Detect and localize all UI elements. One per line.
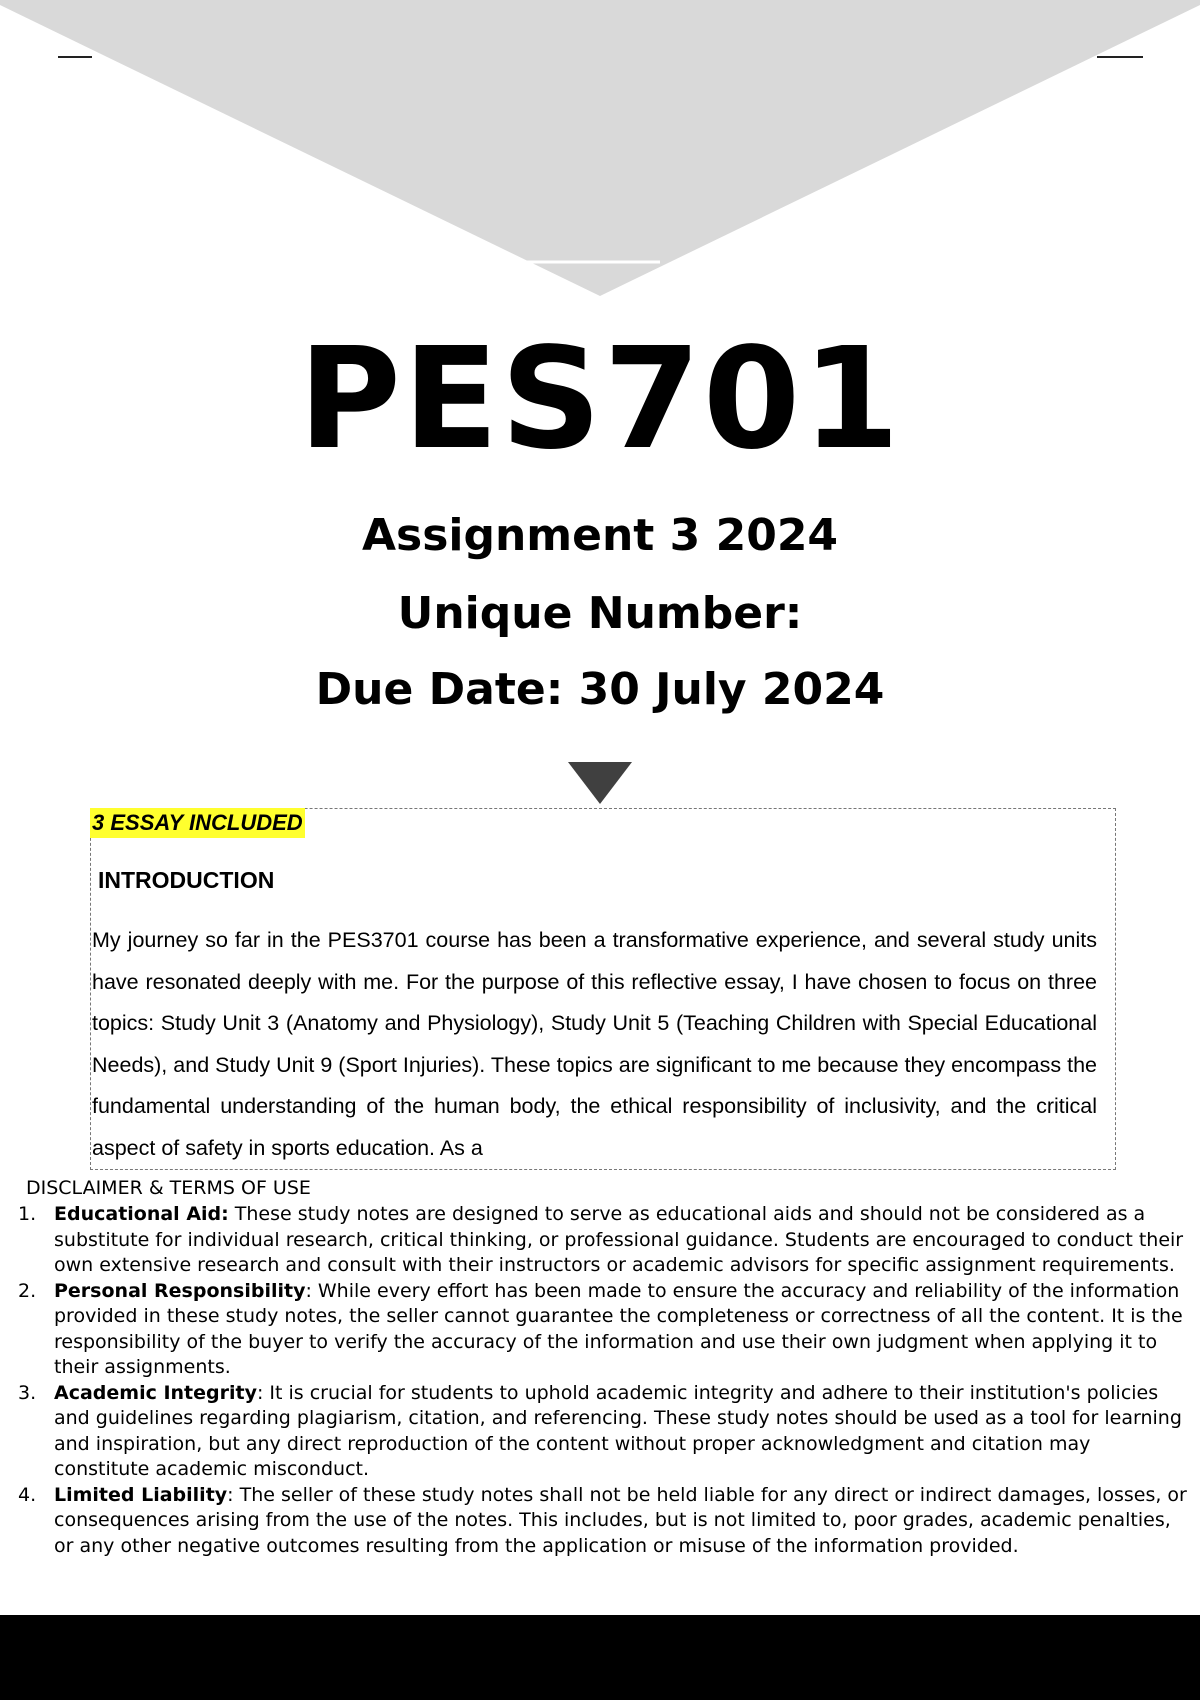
- due-date: Due Date: 30 July 2024: [315, 664, 885, 715]
- term-number: 4.: [18, 1483, 37, 1506]
- corner-rule-left: [58, 56, 92, 58]
- disclaimer-terms-list: [0, 1202, 1190, 1559]
- term-text: : While every effort has been made to ensure the accuracy and reliability of the information provided in these study notes, the seller cannot guarantee the completeness or correctness of all the content. It is the responsibility of the buyer to verify the accuracy of the information and use their own judgment when applying it to their assignments.: [54, 1279, 1183, 1378]
- assignment-title: Assignment 3 2024: [361, 510, 839, 561]
- term-text: : It is crucial for students to uphold academic integrity and adhere to their institution's policies and guidelines regarding plagiarism, citation, and referencing. These study notes should be used as a tool for learning and inspiration, but any direct reproduction of the content without proper acknowledgment and citation may constitute academic misconduct.: [54, 1381, 1182, 1480]
- unique-number-label: Unique Number:: [397, 588, 803, 639]
- disclaimer-title: DISCLAIMER & TERMS OF USE: [26, 1177, 311, 1199]
- list-item: [0, 1381, 1190, 1483]
- term-number: 3.: [18, 1381, 37, 1404]
- term-number: 2.: [18, 1279, 37, 1302]
- term-label: Personal Responsibility: [54, 1279, 306, 1302]
- term-label: Educational Aid:: [54, 1203, 229, 1225]
- term-text: : The seller of these study notes shall not be held liable for any direct or indirect damages, losses, or consequences arising from the use of the notes. This includes, but is not limited to, poor grades, academic penalties, or any other negative outcomes resulting from the application or misuse of the information provided.: [54, 1483, 1187, 1557]
- list-item: [0, 1202, 1190, 1279]
- term-label: Academic Integrity: [54, 1381, 257, 1404]
- term-number: 1.: [18, 1203, 37, 1225]
- essay-included-badge: 3 ESSAY INCLUDED: [90, 808, 305, 838]
- course-code-title: PES701: [298, 318, 902, 481]
- list-item: [0, 1483, 1190, 1560]
- down-triangle-icon: [568, 762, 632, 804]
- introduction-body: My journey so far in the PES3701 course has been a transformative experience, and several study units have resonated deeply with me. For the purpose of this reflective essay, I have chosen to focus on three topics: Study Unit 3 (Anatomy and Physiology), Study Unit 5 (Teaching Children with Special Educational Needs), and Study Unit 9 (Sport Injuries). These topics are significant to me because they encompass the fundamental understanding of the human body, the ethical responsibility of inclusivity, and the critical aspect of safety in sports education. As a: [92, 928, 1097, 1160]
- list-item: [0, 1279, 1190, 1381]
- term-text: These study notes are designed to serve as educational aids and should not be considered as a substitute for individual research, critical thinking, or professional guidance. Students are encouraged to conduct their own extensive research and consult with their instructors or academic advisors for specific assignment requirements.: [54, 1203, 1184, 1276]
- term-label: Limited Liability: [54, 1483, 228, 1506]
- bottom-black-bar: [0, 1615, 1200, 1700]
- introduction-heading: INTRODUCTION: [98, 867, 275, 893]
- corner-rule-right: [1097, 56, 1143, 58]
- cover-chevron-banner: [0, 0, 1200, 300]
